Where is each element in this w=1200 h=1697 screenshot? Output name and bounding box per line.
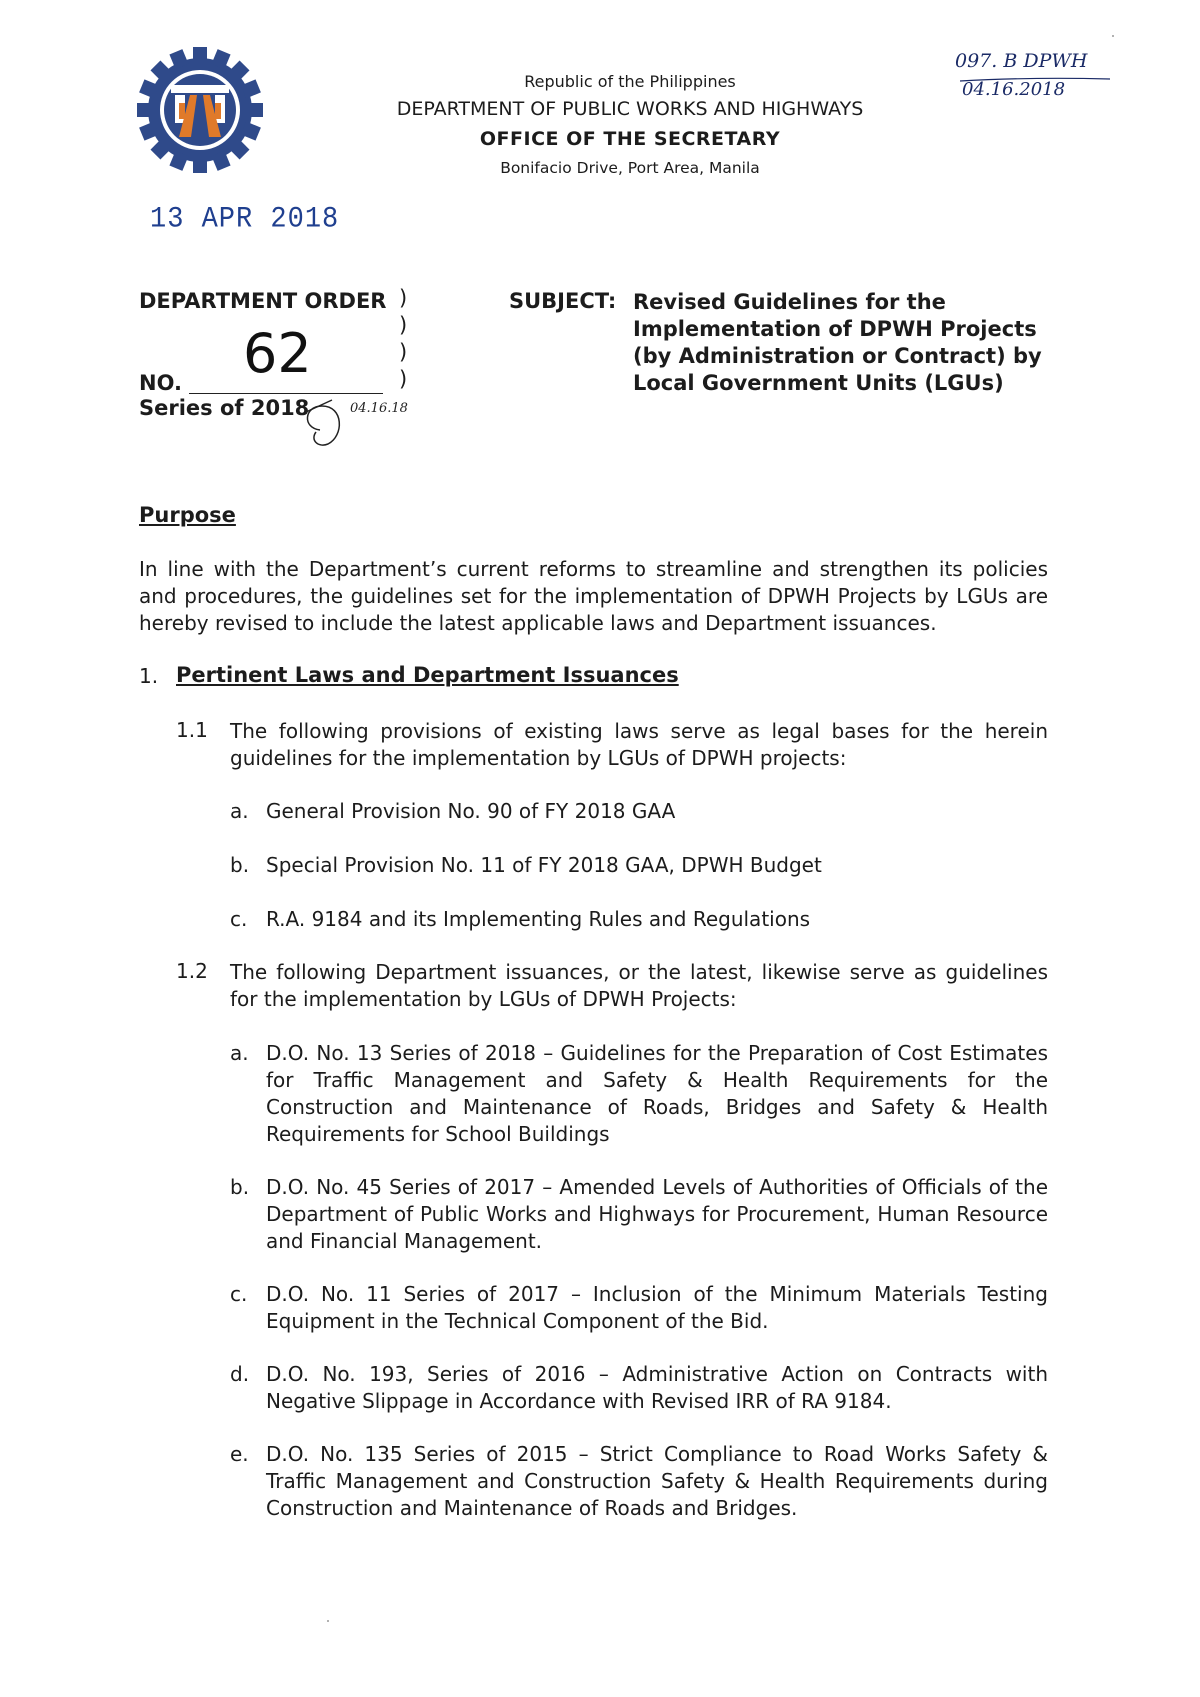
list-item <box>230 1361 1048 1415</box>
receipt-note-line2: 04.16.2018 <box>962 79 1066 100</box>
receipt-note-line1: 097. B DPWH <box>955 50 1088 72</box>
subsection-number: 1.2 <box>176 959 208 983</box>
subject-line: (by Administration or Contract) by <box>633 344 1042 368</box>
list-item-label: b. <box>230 853 250 877</box>
scan-speck <box>1112 35 1114 37</box>
list-item-text: Special Provision No. 11 of FY 2018 GAA, DPWH Budget <box>266 853 822 877</box>
handwritten-initials <box>292 392 422 450</box>
subsection-number: 1.1 <box>176 718 208 742</box>
list-item <box>230 906 1048 933</box>
laws-list <box>230 798 1048 960</box>
header-office: OFFICE OF THE SECRETARY <box>479 128 781 150</box>
order-title: DEPARTMENT ORDER <box>139 289 387 313</box>
dpwh-logo <box>135 45 265 175</box>
purpose-heading: Purpose <box>139 503 236 527</box>
subject-label: SUBJECT: <box>509 289 617 313</box>
header-department: DEPARTMENT OF PUBLIC WORKS AND HIGHWAYS <box>396 98 864 120</box>
list-item-text: D.O. No. 11 Series of 2017 – Inclusion of the Minimum Materials Testing Equipment in the Technical Component of the Bid. <box>266 1282 1048 1333</box>
subject-line: Local Government Units (LGUs) <box>633 371 1004 395</box>
list-item-label: c. <box>230 907 248 931</box>
list-item-label: c. <box>230 1282 248 1306</box>
order-brackets <box>399 285 407 393</box>
bracket: ) <box>399 340 408 364</box>
header-address: Bonifacio Drive, Port Area, Manila <box>500 159 760 177</box>
list-item <box>230 1174 1048 1255</box>
list-item-text: R.A. 9184 and its Implementing Rules and Regulations <box>266 907 811 931</box>
handwritten-receipt-note <box>950 45 1120 110</box>
list-item-text: D.O. No. 193, Series of 2016 – Administrative Action on Contracts with Negative Slippage in Accordance with Revised IRR of RA 9184. <box>266 1362 1048 1413</box>
header-republic: Republic of the Philippines <box>524 72 736 91</box>
bracket: ) <box>399 313 408 337</box>
order-number: 62 <box>243 322 312 385</box>
scan-speck <box>327 1620 329 1622</box>
order-series: Series of 2018 <box>139 396 310 420</box>
list-item-text: D.O. No. 45 Series of 2017 – Amended Levels of Authorities of Officials of the Department of Public Works and Highways for Procurement, Human Resource and Financial Management. <box>266 1175 1048 1253</box>
date-stamp: 13 APR 2018 <box>150 203 340 237</box>
issuances-list <box>230 1040 1048 1548</box>
list-item <box>230 1281 1048 1335</box>
subject-line: Implementation of DPWH Projects <box>633 317 1037 341</box>
list-item <box>230 1441 1048 1522</box>
subject-text <box>633 289 1053 397</box>
series-mark-date: 04.16.18 <box>350 401 408 416</box>
list-item <box>230 852 1048 879</box>
list-item <box>230 1040 1048 1148</box>
subsection-paragraph: The following provisions of existing laws serve as legal bases for the herein guidelines for the implementation by LGUs of DPWH projects: <box>230 719 1048 770</box>
bracket: ) <box>399 286 408 310</box>
list-item-label: b. <box>230 1175 250 1199</box>
subsection-paragraph: The following Department issuances, or the latest, likewise serve as guidelines for the implementation by LGUs of DPWH Projects: <box>230 960 1048 1011</box>
order-number-label: NO. <box>139 371 182 395</box>
list-item <box>230 798 1048 825</box>
section-heading: Pertinent Laws and Department Issuances <box>176 663 679 687</box>
list-item-label: d. <box>230 1362 250 1386</box>
list-item-text: D.O. No. 135 Series of 2015 – Strict Compliance to Road Works Safety & Traffic Management and Construction Safety & Health Requirements during Construction and Maintenance of Roads and Bridges. <box>266 1442 1048 1520</box>
list-item-text: General Provision No. 90 of FY 2018 GAA <box>266 799 676 823</box>
list-item-label: e. <box>230 1442 249 1466</box>
purpose-paragraph: In line with the Department’s current reforms to streamline and strengthen its policies and procedures, the guidelines set for the implementation of DPWH Projects by LGUs are hereby revised to include the latest applicable laws and Department issuances. <box>139 557 1048 635</box>
subject-line: Revised Guidelines for the <box>633 290 946 314</box>
section-number: 1. <box>139 664 159 688</box>
list-item-label: a. <box>230 1041 249 1065</box>
list-item-text: D.O. No. 13 Series of 2018 – Guidelines for the Preparation of Cost Estimates for Traffic Management and Safety & Health Requirements for the Construction and Maintenance of Roads, Bridges and Safety & Health Requirements for School Buildings <box>266 1041 1048 1146</box>
bracket: ) <box>399 367 408 391</box>
list-item-label: a. <box>230 799 249 823</box>
